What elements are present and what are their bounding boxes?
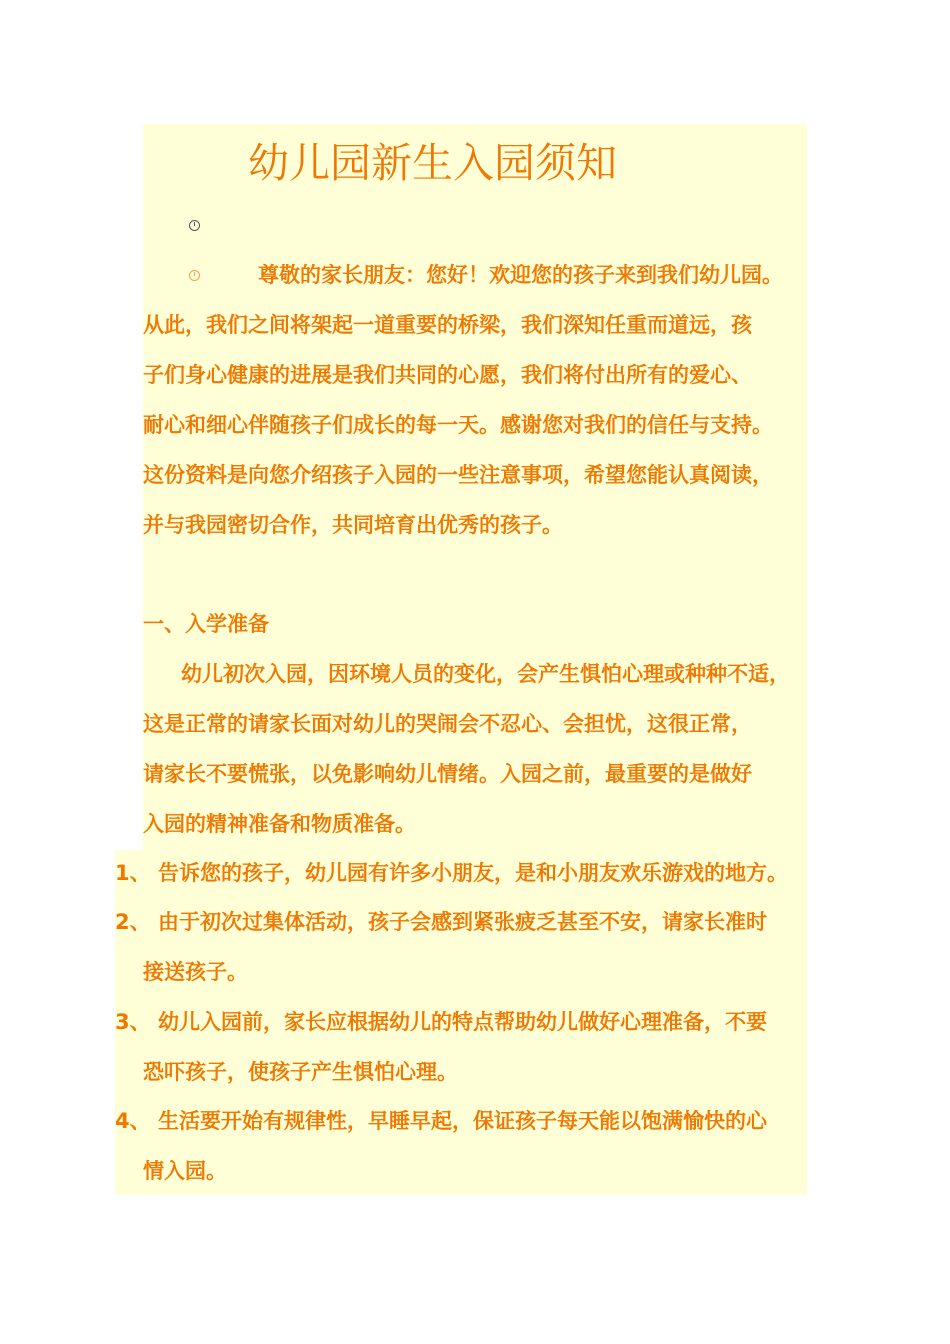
list-item-text: 幼儿入园前，家长应根据幼儿的特点帮助幼儿做好心理准备，不要 (158, 1010, 767, 1034)
greeting-line: 并与我园密切合作，共同培育出优秀的孩子。 (143, 513, 563, 537)
document-title: 幼儿园新生入园须知 (248, 139, 617, 187)
list-item-text: 告诉您的孩子，幼儿园有许多小朋友，是和小朋友欢乐游戏的地方。 (158, 861, 788, 885)
list-item-number: 4、 (115, 1109, 151, 1133)
section-line: 幼儿初次入园，因环境人员的变化，会产生惧怕心理或种种不适， (181, 662, 790, 686)
list-item-text: 由于初次过集体活动，孩子会感到紧张疲乏甚至不安，请家长准时 (158, 910, 767, 934)
list-item-number: 1、 (115, 861, 151, 885)
list-item-text: 情入园。 (143, 1159, 227, 1183)
list-item-number: 2、 (115, 910, 151, 934)
greeting-line: 这份资料是向您介绍孩子入园的一些注意事项，希望您能认真阅读， (143, 463, 773, 487)
list-item-text: 恐吓孩子，使孩子产生惧怕心理。 (143, 1060, 458, 1084)
section-line: 入园的精神准备和物质准备。 (143, 812, 416, 836)
paragraph-mark-icon (189, 270, 200, 281)
greeting-line: 尊敬的家长朋友：您好！欢迎您的孩子来到我们幼儿园。 (258, 263, 783, 287)
section-line: 请家长不要慌张，以免影响幼儿情绪。入园之前，最重要的是做好 (143, 762, 752, 786)
list-item-text: 生活要开始有规律性，早睡早起，保证孩子每天能以饱满愉快的心 (158, 1109, 767, 1133)
paragraph-mark-icon (189, 220, 200, 231)
section-line: 这是正常的请家长面对幼儿的哭闹会不忍心、会担忧，这很正常， (143, 712, 752, 736)
list-item-text: 接送孩子。 (143, 960, 248, 984)
greeting-line: 从此，我们之间将架起一道重要的桥梁，我们深知任重而道远，孩 (143, 313, 752, 337)
section-heading: 一、入学准备 (143, 612, 269, 636)
greeting-line: 耐心和细心伴随孩子们成长的每一天。感谢您对我们的信任与支持。 (143, 413, 773, 437)
list-item-number: 3、 (115, 1010, 151, 1034)
greeting-line: 子们身心健康的进展是我们共同的心愿，我们将付出所有的爱心、 (143, 363, 752, 387)
